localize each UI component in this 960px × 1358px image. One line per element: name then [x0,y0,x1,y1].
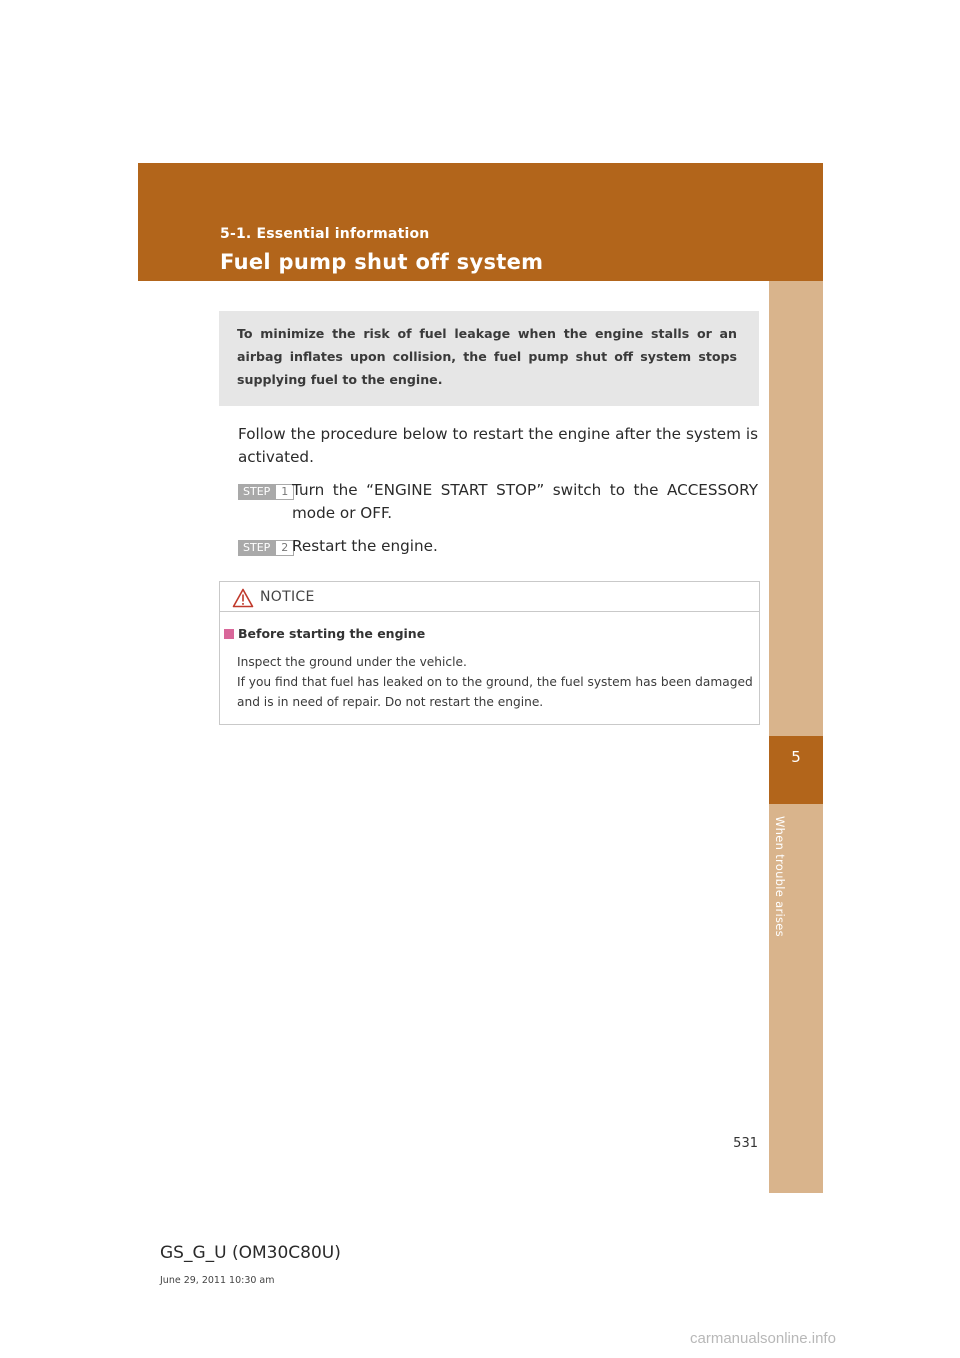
intro-text: To minimize the risk of fuel leakage when the engine stalls or an airbag inflates upon collision, the fuel pump shut off system stops supplying fuel to the engine. [237,326,737,387]
chapter-tab-active[interactable] [769,736,823,804]
notice-subhead [224,626,425,641]
section-label: 5-1. Essential information [220,226,430,242]
step-badge-number: 1 [275,484,294,500]
notice-line: Inspect the ground under the vehicle. [237,655,467,669]
document-date: June 29, 2011 10:30 am [160,1275,275,1286]
notice-header [220,582,759,612]
notice-box [219,581,760,725]
notice-line: If you find that fuel has leaked on to the ground, the fuel system has been damaged and is in need of repair. Do not restart the engine. [237,675,753,709]
step-badge [238,484,294,500]
step-text: Turn the “ENGINE START STOP” switch to the ACCESSORY mode or OFF. [292,481,758,522]
chapter-title: When trouble arises [773,816,787,937]
notice-text [237,652,757,712]
bullet-square-icon [224,629,234,639]
watermark: carmanualsonline.info [690,1330,836,1347]
notice-subhead-text: Before starting the engine [238,626,426,641]
chapter-number: 5 [791,748,801,766]
step-badge-number: 2 [275,540,294,556]
notice-title: NOTICE [260,589,315,605]
document-code: GS_G_U (OM30C80U) [160,1243,341,1263]
page-title: Fuel pump shut off system [220,250,544,274]
page-number: 531 [733,1136,758,1151]
warning-triangle-icon [232,588,254,608]
body-text: Follow the procedure below to restart the engine after the system is activated. [238,425,758,466]
intro-box [219,311,759,406]
step-text: Restart the engine. [292,537,438,555]
step-badge-label: STEP [238,484,275,500]
step-badge [238,540,294,556]
step-badge-label: STEP [238,540,275,556]
